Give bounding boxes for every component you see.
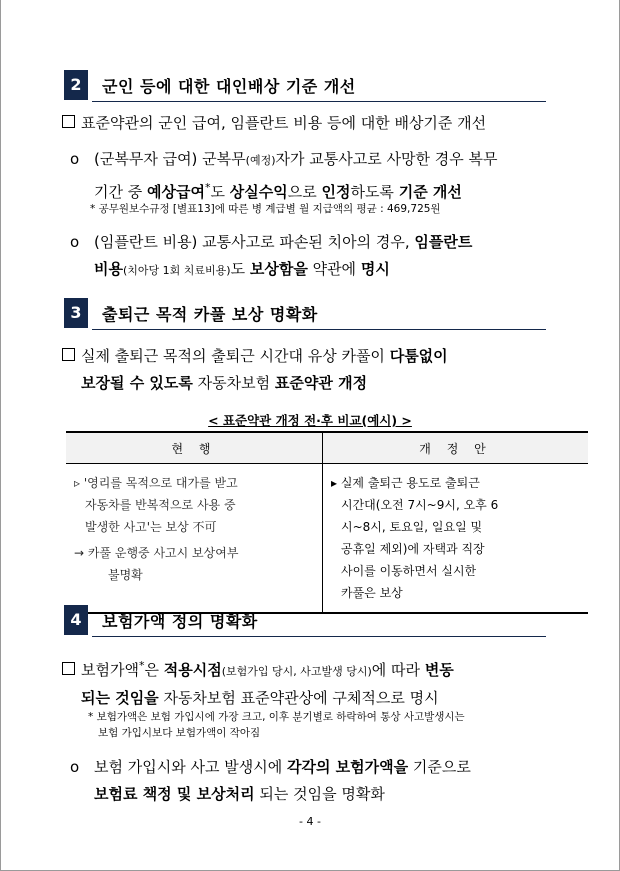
table-cell-line: 불명확 — [108, 568, 143, 582]
circle-bullet-icon: ο — [70, 758, 80, 776]
circle-bullet-icon: ο — [70, 150, 80, 168]
comparison-table — [66, 431, 588, 614]
section-title: 보험가액 정의 명확화 — [102, 612, 258, 631]
section-4-header — [64, 605, 546, 637]
section-number: 4 — [64, 605, 88, 635]
section-title: 출퇴근 목적 카풀 보상 명확화 — [102, 305, 318, 324]
table-cell-line: ▸ 실제 출퇴근 용도로 출퇴근 — [331, 476, 480, 490]
section-4-main: 보험가액*은 적용시점(보험가입 당시, 사고발생 당시)에 따라 변동 되는 것임을 자동차보험 표준약관상에 구체적으로 명시 — [62, 652, 454, 712]
table-cell-line: 시간대(오전 7시~9시, 오후 6 — [341, 498, 499, 512]
section-title: 군인 등에 대한 대인배상 기준 개선 — [102, 77, 356, 96]
section-2-main: 표준약관의 군인 급여, 임플란트 비용 등에 대한 배상기준 개선 — [62, 110, 486, 137]
section-2-footnote: * 공무원보수규정 [별표13]에 따른 병 계급별 월 지급액의 평균 : 469,725원 — [90, 203, 441, 215]
section-underline — [92, 329, 546, 330]
circle-bullet-icon: ο — [70, 233, 80, 251]
table-cell-revised — [323, 464, 589, 614]
section-2-item-1: ο (군복무자 급여) 군복무(예정)자가 교통사고로 사망한 경우 복무 기간 중 예상급여*도 상실수익으로 인정하도록 기준 개선 — [70, 146, 497, 206]
page-border — [0, 0, 1, 871]
table-caption: < 표준약관 개정 전·후 비교(예시) > — [208, 413, 412, 428]
table-cell-line: 공휴일 제외)에 자택과 직장 — [341, 542, 485, 556]
table-cell-line: 발생한 사고'는 보상 不可 — [85, 520, 217, 534]
square-bullet-icon — [62, 662, 75, 675]
table-cell-line: 카풀은 보상 — [341, 586, 403, 600]
section-underline — [92, 101, 546, 102]
table-cell-line: ▹ '영리를 목적으로 대가를 받고 — [74, 476, 238, 490]
table-cell-line: 자동차를 반복적으로 사용 중 — [85, 498, 236, 512]
square-bullet-icon — [62, 348, 75, 361]
section-4-footnote: * 보험가액은 보험 가입시에 가장 크고, 이후 분기별로 하락하여 통상 사고발생시는 보험 가입시보다 보험가액이 작아짐 — [88, 711, 465, 739]
table-cell-line: 사이를 이동하면서 실시한 — [341, 564, 477, 578]
section-underline — [92, 636, 546, 637]
section-number: 3 — [64, 298, 88, 328]
section-4-item: ο 보험 가입시와 사고 발생시에 각각의 보험가액을 기준으로 보험료 책정 및 보상처리 되는 것임을 명확화 — [70, 754, 471, 808]
section-3-header — [64, 298, 546, 330]
section-number: 2 — [64, 70, 88, 100]
table-cell-line: → 카풀 운행중 사고시 보상여부 — [74, 546, 239, 560]
square-bullet-icon — [62, 115, 75, 128]
table-header-current: 현 행 — [66, 432, 323, 464]
table-cell-current — [66, 464, 323, 614]
page-number: - 4 - — [299, 815, 321, 828]
table-cell-line: 시~8시, 토요일, 일요일 및 — [341, 520, 483, 534]
section-3-main: 실제 출퇴근 목적의 출퇴근 시간대 유상 카풀이 다툼없이 보장될 수 있도록 자동차보험 표준약관 개정 — [62, 343, 448, 397]
section-2-header — [64, 70, 546, 102]
table-header-revised: 개 정 안 — [323, 432, 589, 464]
section-2-item-2: ο (임플란트 비용) 교통사고로 파손된 치아의 경우, 임플란트 비용(치아당 1회 치료비용)도 보상함을 약관에 명시 — [70, 229, 472, 284]
